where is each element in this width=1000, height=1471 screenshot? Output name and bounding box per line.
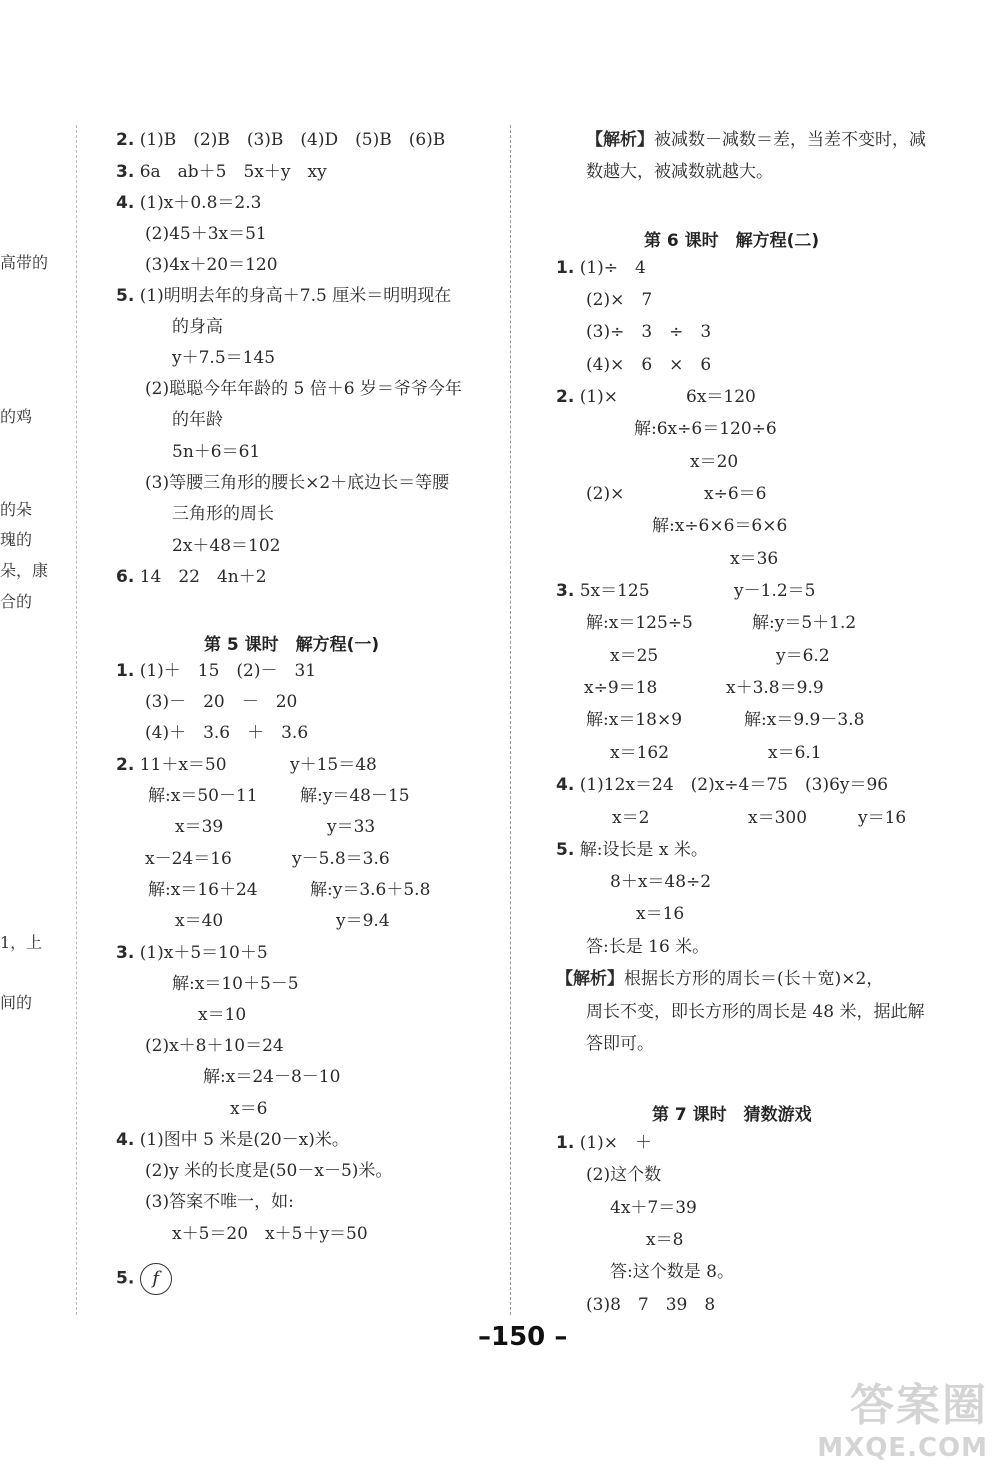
answer-line: 解:y＝48－15 [300, 786, 410, 806]
answer-line: (2)y 米的长度是(50－x－5)米。 [145, 1161, 393, 1181]
analysis-tag: 【解析】 [556, 969, 624, 989]
answer-line: (3)等腰三角形的腰长×2＋底边长＝等腰 [145, 473, 450, 493]
watermark-text: 答案圈 [850, 1380, 988, 1431]
answer-line: y＝9.4 [336, 911, 390, 931]
answer-line: (3)÷ 3 ÷ 3 [586, 322, 712, 342]
circled-answer: f [140, 1263, 172, 1295]
answer-line: 解:x＝125÷5 [586, 613, 693, 633]
analysis-line: 周长不变，即长方形的周长是 48 米，据此解 [586, 1002, 925, 1022]
answer-line: 1. (1)÷ 4 [556, 258, 646, 278]
answer-line: x＝300 [748, 808, 808, 828]
answer-line: 三角形的周长 [172, 504, 274, 524]
analysis-line: 答即可。 [586, 1034, 654, 1054]
answer-line: (2)x＋8＋10＝24 [145, 1036, 284, 1056]
answer-line: y＝33 [327, 817, 376, 837]
answer-line: 2. (1)B (2)B (3)B (4)D (5)B (6)B [116, 130, 446, 150]
answer-line: y＝16 [858, 808, 907, 828]
answer-line: 解:x＝9.9－3.8 [744, 710, 865, 730]
column-divider [510, 125, 511, 1315]
answer-line: x＝6 [230, 1099, 268, 1119]
answer-line: 5. 解:设长是 x 米。 [556, 840, 708, 860]
answer-line: 答:这个数是 8。 [610, 1262, 734, 1282]
watermark-logo [817, 1369, 988, 1463]
answer-line: (2)45＋3x＝51 [145, 224, 267, 244]
answer-line: 3. 5x＝125 [556, 581, 650, 601]
answer-line: 2. 11＋x＝50 [116, 755, 227, 775]
answer-line: y－1.2＝5 [734, 581, 816, 601]
answer-line: 5n＋6＝61 [172, 442, 261, 462]
fragment: 瑰的 [0, 530, 33, 549]
answer-line: 解:x＝50－11 [148, 786, 258, 806]
answer-line: y－5.8＝3.6 [292, 849, 390, 869]
answer-line: 解:y＝3.6＋5.8 [310, 880, 431, 900]
fragment: 高带的 [0, 253, 49, 272]
answer-line: x＝162 [610, 743, 670, 763]
answer-line: 的年龄 [172, 410, 223, 430]
answer-line: (2)× 7 [586, 290, 653, 310]
answer-line: 1. (1)＋ 15 (2)－ 31 [116, 661, 317, 681]
answer-line: 解:y＝5＋1.2 [752, 613, 857, 633]
answer-line: y＝6.2 [776, 646, 830, 666]
section-heading-lesson-6: 第 6 课时 解方程(二) [644, 231, 820, 251]
fragment: 间的 [0, 993, 33, 1012]
answer-line: 6x＝120 [686, 387, 756, 407]
answer-line: 6. 14 22 4n＋2 [116, 567, 267, 587]
answer-line: 1. (1)× ＋ [556, 1133, 653, 1153]
answer-line: 解:x＝24－8－10 [203, 1067, 341, 1087]
answer-line: x÷6＝6 [704, 484, 767, 504]
fragment: 合的 [0, 592, 33, 611]
section-heading-lesson-5: 第 5 课时 解方程(一) [204, 635, 380, 655]
answer-line: (3)答案不唯一，如: [145, 1192, 294, 1212]
answer-line: 4. (1)x＋0.8＝2.3 [116, 193, 262, 213]
answer-line: 解:6x÷6＝120÷6 [634, 419, 777, 439]
answer-line: x＝8 [646, 1230, 684, 1250]
left-divider [76, 125, 77, 1315]
answer-line: 解:x＝18×9 [586, 710, 683, 730]
analysis-tag: 【解析】 [586, 130, 654, 150]
fragment: 的朵 [0, 500, 33, 519]
answer-line: x÷9＝18 [584, 678, 658, 698]
answer-line: x＝39 [175, 817, 224, 837]
answer-line: 答:长是 16 米。 [586, 937, 710, 957]
page-number: –150 – [478, 1322, 568, 1352]
answer-line: x＝40 [175, 911, 224, 931]
answer-line: x＝20 [690, 452, 739, 472]
answer-line: (2)× [586, 484, 625, 504]
answer-line: x＝2 [612, 808, 650, 828]
answer-line: 4. (1)12x＝24 (2)x÷4＝75 (3)6y＝96 [556, 775, 889, 795]
answer-line: (2)聪聪今年年龄的 5 倍＋6 岁＝爷爷今年 [145, 379, 462, 399]
answer-line: y＋15＝48 [290, 755, 377, 775]
answer-line: 2. (1)× [556, 387, 619, 407]
answer-line: (2)这个数 [586, 1165, 662, 1185]
answer-line: 3. 6a ab＋5 5x＋y xy [116, 162, 327, 182]
answer-line: x＝25 [610, 646, 659, 666]
answer-line: 解:x＝16＋24 [148, 880, 258, 900]
watermark-url: MXQE.COM [817, 1433, 988, 1463]
answer-line: 解:x÷6×6＝6×6 [652, 516, 788, 536]
answer-line: 8＋x＝48÷2 [610, 872, 712, 892]
answer-line: x＋3.8＝9.9 [726, 678, 824, 698]
fragment: 的鸡 [0, 407, 33, 426]
section-heading-lesson-7: 第 7 课时 猜数游戏 [652, 1105, 812, 1125]
answer-line: 2x＋48＝102 [172, 536, 281, 556]
analysis-line: 【解析】被减数－减数＝差，当差不变时，减 [586, 130, 926, 150]
answer-line: (4)× 6 × 6 [586, 355, 712, 375]
fragment: 1，上 [0, 933, 43, 952]
answer-line: (3)8 7 39 8 [586, 1295, 716, 1315]
analysis-line: 数越大，被减数就越大。 [586, 162, 773, 182]
answer-line: x＝36 [730, 549, 779, 569]
answer-line: (3)4x＋20＝120 [145, 255, 278, 275]
answer-line: 4x＋7＝39 [610, 1198, 697, 1218]
answer-line: (3)－ 20 － 20 [145, 692, 298, 712]
analysis-line: 【解析】根据长方形的周长＝(长＋宽)×2， [556, 969, 884, 989]
answer-line: x－24＝16 [145, 849, 232, 869]
answer-line: 解:x＝10＋5－5 [172, 974, 299, 994]
fragment: 朵，康 [0, 561, 49, 580]
answer-line: 5. f [116, 1263, 172, 1295]
answer-line: 4. (1)图中 5 米是(20－x)米。 [116, 1130, 349, 1150]
answer-line: 5. (1)明明去年的身高＋7.5 厘米＝明明现在 [116, 286, 452, 306]
answer-line: (4)＋ 3.6 ＋ 3.6 [145, 723, 309, 743]
answer-line: y＋7.5＝145 [172, 348, 276, 368]
answer-line: 的身高 [172, 317, 223, 337]
answer-line: x＝10 [198, 1005, 247, 1025]
answer-line: x＝6.1 [768, 743, 822, 763]
answer-line: x＋5＝20 x＋5＋y＝50 [172, 1224, 368, 1244]
answer-line: 3. (1)x＋5＝10＋5 [116, 943, 268, 963]
answer-line: x＝16 [636, 904, 685, 924]
